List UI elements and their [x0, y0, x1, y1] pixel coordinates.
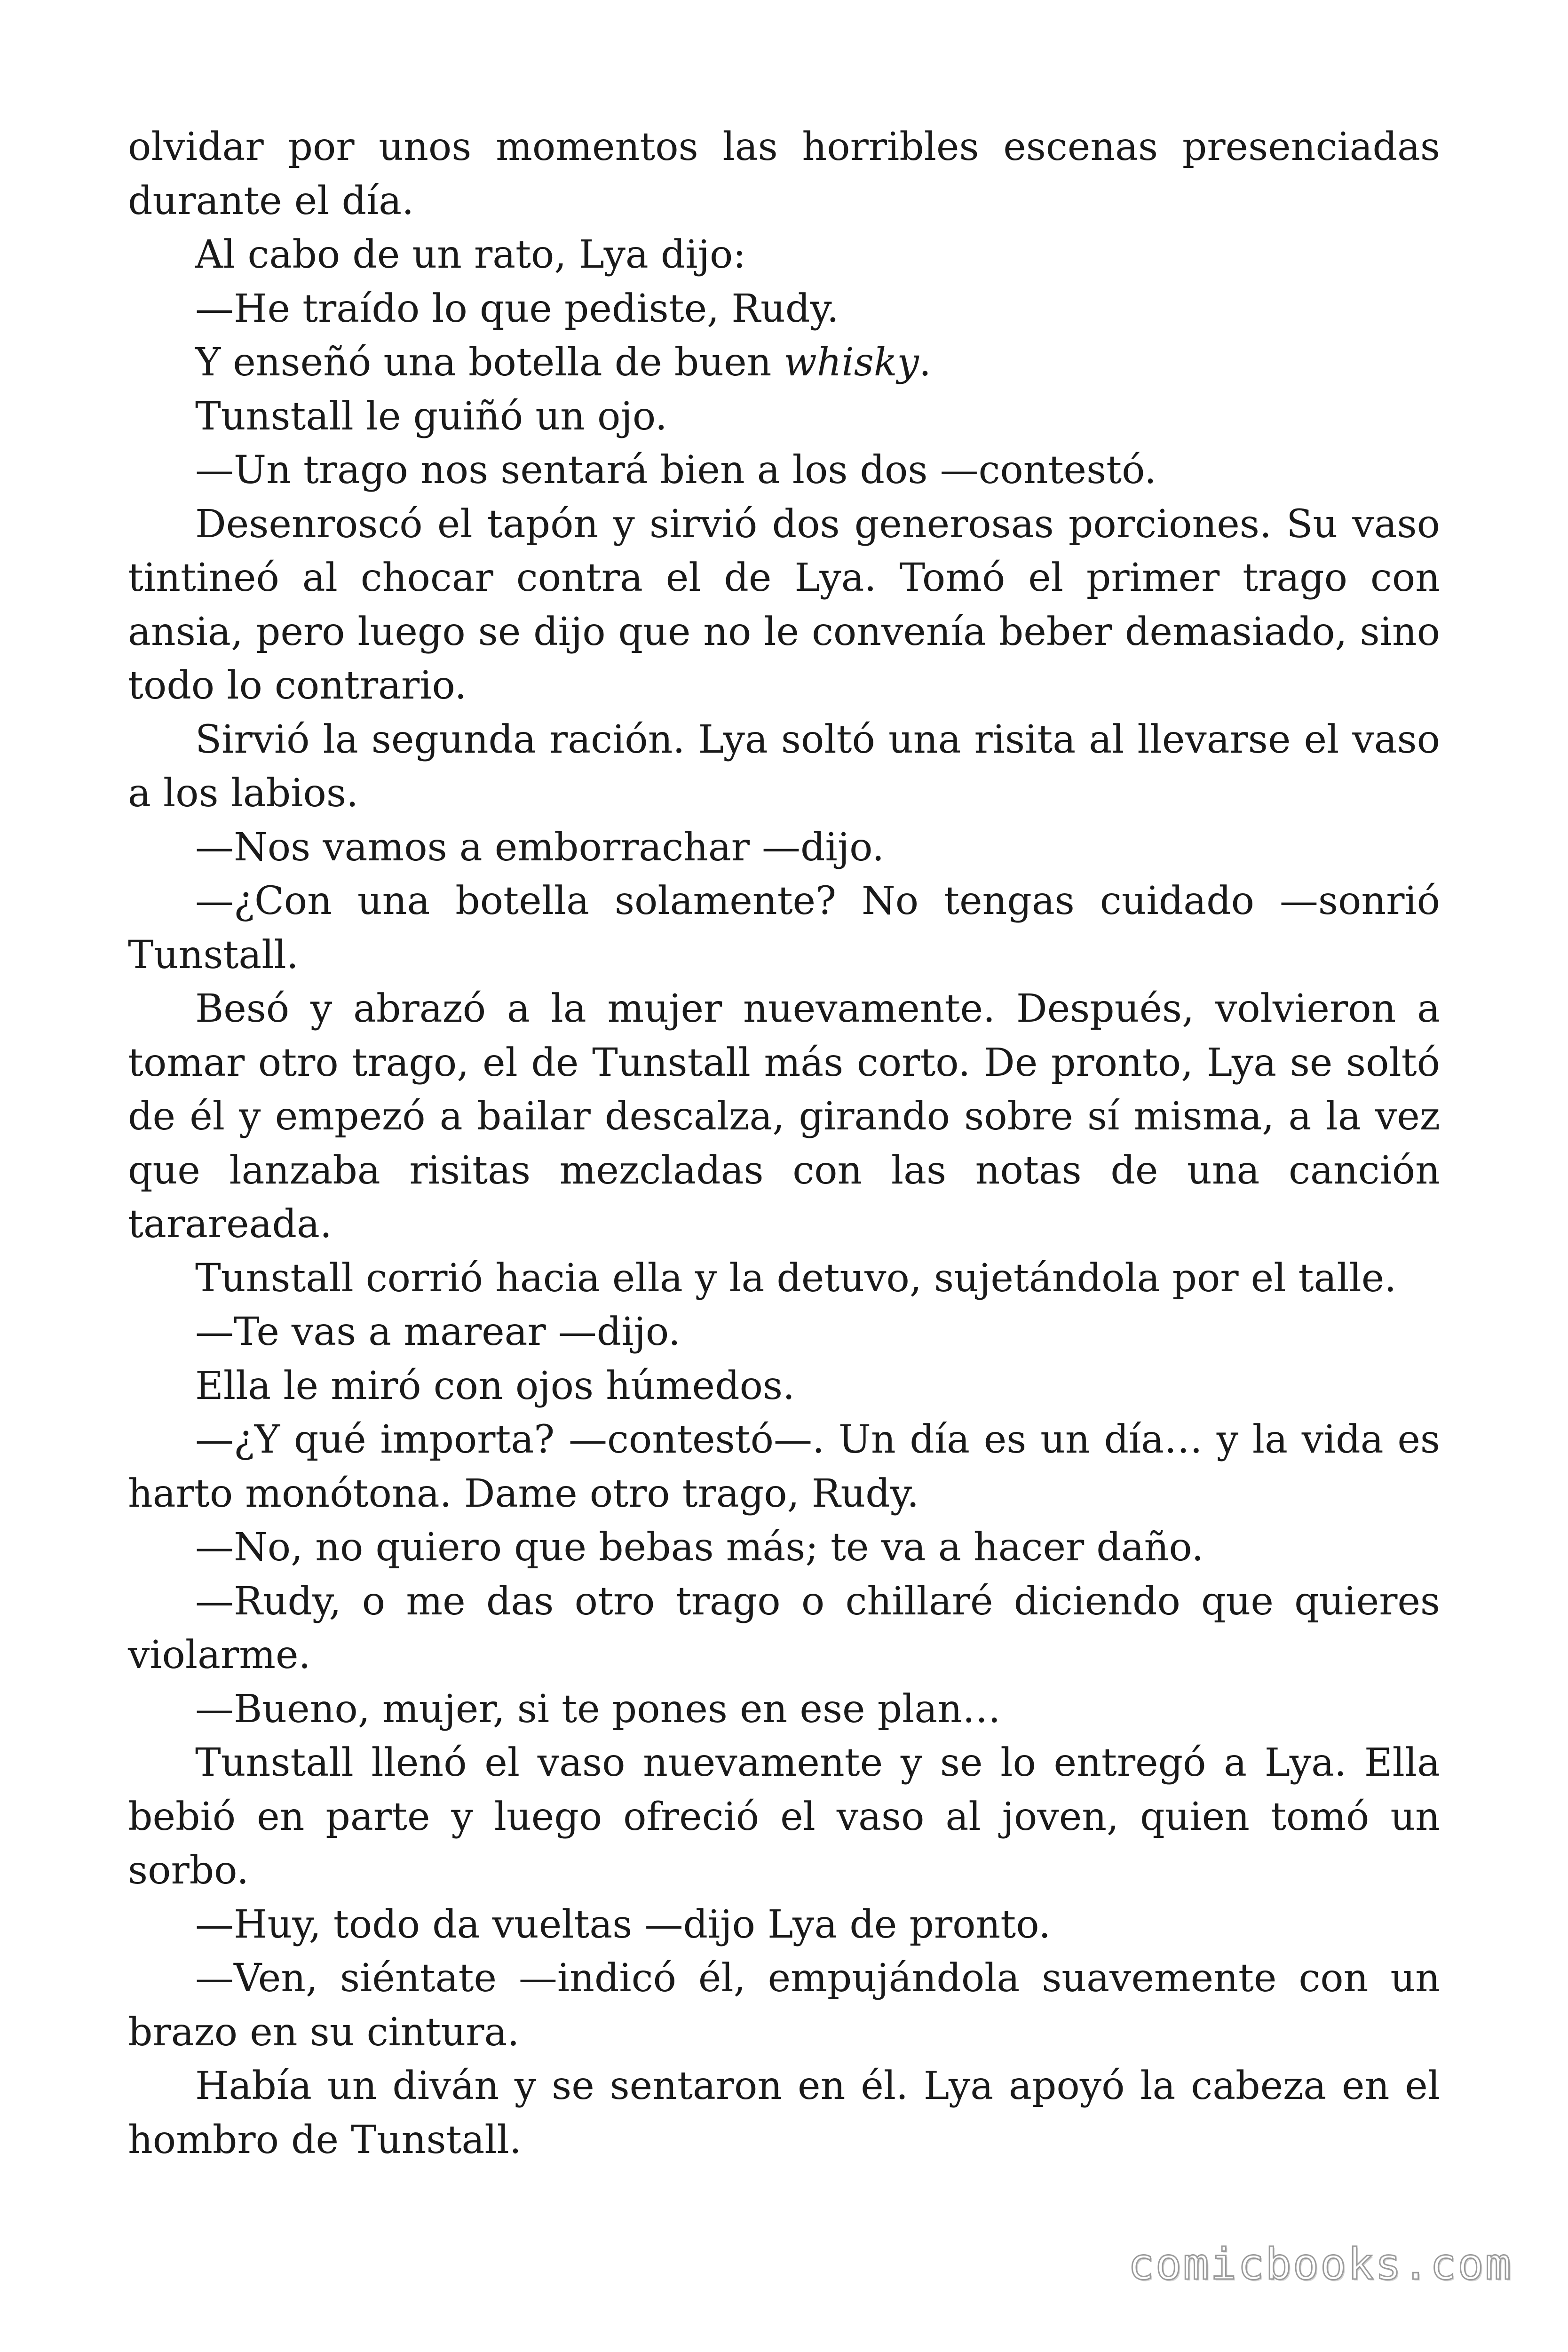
paragraph: —¿Con una botella solamente? No tengas cuidado —sonrió Tunstall. — [128, 879, 1440, 977]
paragraph: —Huy, todo da vueltas —dijo Lya de pronto. — [195, 1902, 1051, 1947]
paragraph: Había un diván y se sentaron en él. Lya apoyó la cabeza en el hombro de Tunstall. — [128, 2064, 1440, 2162]
italic-word: whisky — [784, 340, 919, 385]
paragraph: Desenroscó el tapón y sirvió dos generosas porciones. Su vaso tintineó al chocar contra el de Lya. Tomó el primer trago con ansia, pero luego se dijo que no le convenía beber demasiado, sino todo lo contrario. — [128, 501, 1440, 708]
paragraph: —Bueno, mujer, si te pones en ese plan… — [195, 1686, 1001, 1732]
paragraph: —He traído lo que pediste, Rudy. — [195, 286, 839, 331]
book-page-text — [128, 120, 1440, 2167]
paragraph: —No, no quiero que bebas más; te va a hacer daño. — [195, 1525, 1204, 1570]
paragraph: Tunstall llenó el vaso nuevamente y se lo entregó a Lya. Ella bebió en parte y luego ofreció el vaso al joven, quien tomó un sorbo. — [128, 1740, 1440, 1893]
paragraph: Ella le miró con ojos húmedos. — [195, 1363, 795, 1408]
paragraph: olvidar por unos momentos las horribles escenas presenciadas durante el día. — [128, 125, 1440, 223]
paragraph: —Un trago nos sentará bien a los dos —contestó. — [195, 448, 1157, 493]
paragraph: —Te vas a marear —dijo. — [195, 1310, 681, 1354]
paragraph: Al cabo de un rato, Lya dijo: — [195, 232, 746, 277]
paragraph: Sirvió la segunda ración. Lya soltó una risita al llevarse el vaso a los labios. — [128, 717, 1440, 816]
paragraph: Besó y abrazó a la mujer nuevamente. Después, volvieron a tomar otro trago, el de Tunstall más corto. De pronto, Lya se soltó de él y empezó a bailar descalza, girando sobre sí misma, a la vez que lanzaba risitas mezcladas con las notas de una canción tarareada. — [128, 986, 1440, 1247]
paragraph: —Ven, siéntate —indicó él, empujándola suavemente con un brazo en su cintura. — [128, 1956, 1440, 2055]
paragraph: —Rudy, o me das otro trago o chillaré diciendo que quieres violarme. — [128, 1579, 1440, 1677]
paragraph — [128, 336, 1440, 390]
paragraph: —Nos vamos a emborrachar —dijo. — [195, 825, 885, 870]
watermark-logo: comicbooks.com — [1128, 2239, 1513, 2289]
paragraph: Tunstall le guiñó un ojo. — [195, 394, 667, 439]
paragraph: Tunstall corrió hacia ella y la detuvo, sujetándola por el talle. — [195, 1255, 1397, 1301]
paragraph-text: . — [919, 340, 931, 385]
paragraph-text: Y enseñó una botella de buen — [195, 340, 784, 385]
paragraph: —¿Y qué importa? —contestó—. Un día es un día… y la vida es harto monótona. Dame otro trago, Rudy. — [128, 1417, 1440, 1516]
